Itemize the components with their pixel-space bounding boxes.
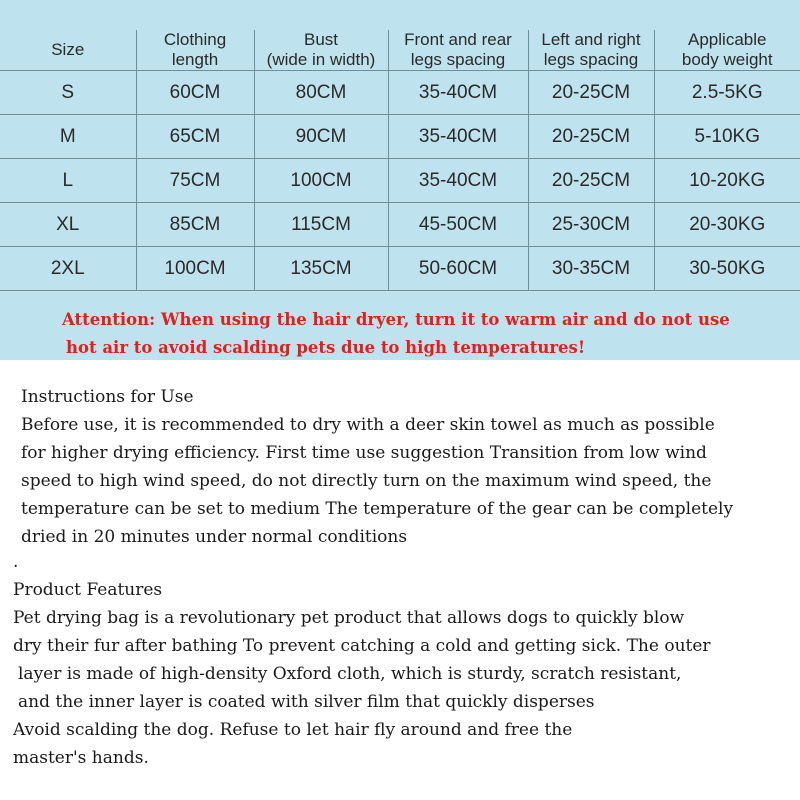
cell-clothing-length: 85CM [136,203,254,247]
instructions-line: for higher drying efficiency. First time use suggestion Transition from low wind [21,443,707,463]
cell-body-weight: 5-10KG [654,115,800,159]
features-line: and the inner layer is coated with silver film that quickly disperses [18,692,595,712]
features-line: Avoid scalding the dog. Refuse to let hair fly around and free the [13,720,573,740]
header-bust: Bust (wide in width) [254,30,388,71]
cell-left-right-spacing: 20-25CM [528,71,654,115]
cell-left-right-spacing: 20-25CM [528,115,654,159]
instructions-line: speed to high wind speed, do not directly turn on the maximum wind speed, the [21,471,712,491]
header-left-right-legs-spacing: Left and right legs spacing [528,30,654,71]
table-row [0,71,800,115]
size-table [0,30,800,291]
features-section [0,576,800,772]
instructions-line: temperature can be set to medium The temperature of the gear can be completely [21,499,734,519]
cell-bust: 80CM [254,71,388,115]
cell-clothing-length: 75CM [136,159,254,203]
cell-left-right-spacing: 20-25CM [528,159,654,203]
table-row [0,247,800,291]
cell-body-weight: 10-20KG [654,159,800,203]
header-front-rear-legs-spacing: Front and rear legs spacing [388,30,528,71]
cell-clothing-length: 60CM [136,71,254,115]
table-row [0,159,800,203]
features-line: dry their fur after bathing To prevent catching a cold and getting sick. The outer [13,636,711,656]
cell-left-right-spacing: 25-30CM [528,203,654,247]
cell-front-rear-spacing: 35-40CM [388,71,528,115]
cell-body-weight: 20-30KG [654,203,800,247]
cell-size: M [0,115,136,159]
cell-clothing-length: 65CM [136,115,254,159]
attention-line: hot air to avoid scalding pets due to high temperatures! [66,338,586,357]
attention-notice [62,306,782,362]
cell-bust: 90CM [254,115,388,159]
features-line: master's hands. [13,748,149,768]
instructions-line: dried in 20 minutes under normal conditions [21,527,408,547]
cell-bust: 135CM [254,247,388,291]
instructions-line: Before use, it is recommended to dry with a deer skin towel as much as possible [21,415,715,435]
cell-size: XL [0,203,136,247]
size-chart-panel [0,0,800,360]
separator-dot: . [13,552,19,572]
features-line: layer is made of high-density Oxford cloth, which is sturdy, scratch resistant, [18,664,682,684]
cell-front-rear-spacing: 35-40CM [388,115,528,159]
cell-clothing-length: 100CM [136,247,254,291]
cell-size: 2XL [0,247,136,291]
cell-left-right-spacing: 30-35CM [528,247,654,291]
instructions-title: Instructions for Use [21,387,194,407]
cell-front-rear-spacing: 45-50CM [388,203,528,247]
cell-bust: 100CM [254,159,388,203]
cell-size: S [0,71,136,115]
header-applicable-body-weight: Applicable body weight [654,30,800,71]
attention-line: Attention: When using the hair dryer, turn it to warm air and do not use [62,310,730,329]
size-table-header-row [0,30,800,71]
features-title: Product Features [13,580,163,600]
header-clothing-length: Clothing length [136,30,254,71]
cell-front-rear-spacing: 35-40CM [388,159,528,203]
features-line: Pet drying bag is a revolutionary pet product that allows dogs to quickly blow [13,608,685,628]
table-row [0,115,800,159]
header-size: Size [0,30,136,71]
instructions-section [0,383,800,551]
cell-body-weight: 30-50KG [654,247,800,291]
table-row [0,203,800,247]
cell-body-weight: 2.5-5KG [654,71,800,115]
cell-bust: 115CM [254,203,388,247]
cell-size: L [0,159,136,203]
cell-front-rear-spacing: 50-60CM [388,247,528,291]
